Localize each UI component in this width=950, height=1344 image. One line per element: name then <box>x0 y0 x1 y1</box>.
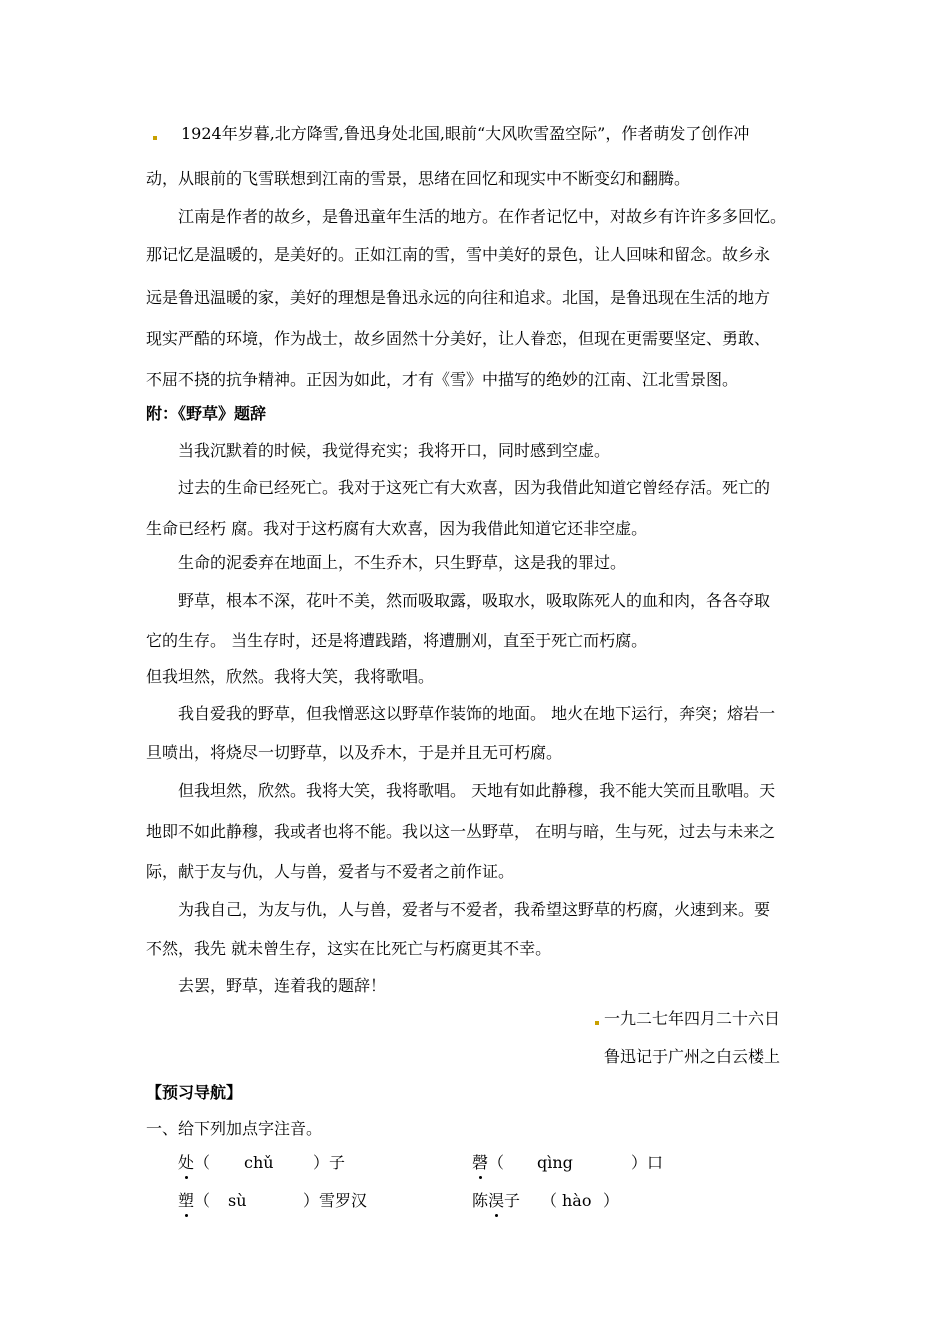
pinyin-answer: chǔ <box>244 1153 274 1172</box>
poem-line: 我自爱我的野草，但我憎恶这以野草作装饰的地面。 地火在地下运行，奔突；熔岩一 <box>178 704 776 723</box>
close-paren: ） <box>603 1191 620 1210</box>
poem-line: 地即不如此静穆，我或者也将不能。我以这一丛野草， 在明与暗，生与死，过去与未来之 <box>146 822 776 841</box>
section-title: 【预习导航】 <box>146 1083 243 1102</box>
poem-line: 生命的泥委弃在地面上，不生乔木，只生野草，这是我的罪过。 <box>178 553 627 572</box>
intro-line: 远是鲁迅温暖的家，美好的理想是鲁迅永远的向往和追求。北国，是鲁迅现在生活的地方 <box>146 288 771 307</box>
open-paren: （ <box>194 1191 211 1210</box>
intro-line: 1924年岁暮,北方降雪,鲁迅身处北国,眼前“大风吹雪盈空际”，作者萌发了创作冲 <box>181 124 750 143</box>
marker-dot <box>153 136 157 140</box>
pinyin-answer: qìng <box>537 1153 573 1172</box>
poem-line: 为我自己，为友与仇，人与兽，爱者与不爱者，我希望这野草的朽腐，火速到来。要 <box>178 900 771 919</box>
question-title: 一、给下列加点字注音。 <box>146 1119 323 1138</box>
plain-char: 陈 <box>472 1191 489 1210</box>
dotted-char: 淏 <box>488 1191 505 1210</box>
close-paren: ）雪罗汉 <box>303 1191 368 1210</box>
pinyin-item-b <box>472 1153 504 1173</box>
dotted-char: 处 <box>178 1153 195 1172</box>
intro-line: 现实严酷的环境，作为战士，故乡固然十分美好，让人眷恋，但现在更需要坚定、勇敢、 <box>146 329 771 348</box>
open-paren: （ <box>488 1153 505 1172</box>
poem-line: 过去的生命已经死亡。我对于这死亡有大欢喜，因为我借此知道它曾经存活。死亡的 <box>178 478 771 497</box>
pinyin-answer: sù <box>228 1191 247 1210</box>
poem-line: 它的生存。 当生存时，还是将遭践踏，将遭删刈，直至于死亡而朽腐。 <box>146 631 648 650</box>
pinyin-item-a <box>178 1153 210 1173</box>
poem-line: 野草，根本不深，花叶不美，然而吸取露，吸取水，吸取陈死人的血和肉，各各夺取 <box>178 591 771 610</box>
plain-char: 子 <box>504 1191 521 1210</box>
pinyin-item-c <box>178 1191 210 1211</box>
poem-line: 但我坦然，欣然。我将大笑，我将歌唱。 天地有如此静穆，我不能大笑而且歌唱。天 <box>178 781 776 800</box>
pinyin-item-d <box>472 1191 520 1211</box>
dotted-char: 磬 <box>472 1153 489 1172</box>
poem-line: 去罢，野草，连着我的题辞！ <box>178 976 387 995</box>
intro-line: 江南是作者的故乡，是鲁迅童年生活的地方。在作者记忆中，对故乡有许许多多回忆。 <box>178 207 787 226</box>
intro-line: 动，从眼前的飞雪联想到江南的雪景，思绪在回忆和现实中不断变幻和翻腾。 <box>146 169 691 188</box>
date-line: 一九二七年四月二十六日 <box>604 1009 781 1028</box>
marker-dot <box>595 1021 599 1025</box>
poem-line: 当我沉默着的时候，我觉得充实；我将开口，同时感到空虚。 <box>178 441 611 460</box>
signature: 鲁迅记于广州之白云楼上 <box>604 1047 781 1066</box>
close-paren: ）子 <box>313 1153 346 1172</box>
poem-line: 不然，我先 就未曾生存，这实在比死亡与朽腐更其不幸。 <box>146 939 552 958</box>
open-paren: （ <box>194 1153 211 1172</box>
poem-line: 际，献于友与仇，人与兽，爱者与不爱者之前作证。 <box>146 862 515 881</box>
close-paren: ）口 <box>631 1153 664 1172</box>
poem-line: 生命已经朽 腐。我对于这朽腐有大欢喜，因为我借此知道它还非空虚。 <box>146 519 648 538</box>
appendix-title: 附：《野草》题辞 <box>146 404 267 423</box>
poem-line: 旦喷出，将烧尽一切野草，以及乔木，于是并且无可朽腐。 <box>146 743 563 762</box>
pinyin-answer: hào <box>562 1191 592 1210</box>
poem-line: 但我坦然，欣然。我将大笑，我将歌唱。 <box>146 667 435 686</box>
intro-line: 那记忆是温暖的，是美好的。正如江南的雪，雪中美好的景色，让人回味和留念。故乡永 <box>146 245 771 264</box>
intro-line: 不屈不挠的抗争精神。正因为如此，才有《雪》中描写的绝妙的江南、江北雪景图。 <box>146 370 739 389</box>
dotted-char: 塑 <box>178 1191 195 1210</box>
open-paren: （ <box>541 1191 558 1210</box>
